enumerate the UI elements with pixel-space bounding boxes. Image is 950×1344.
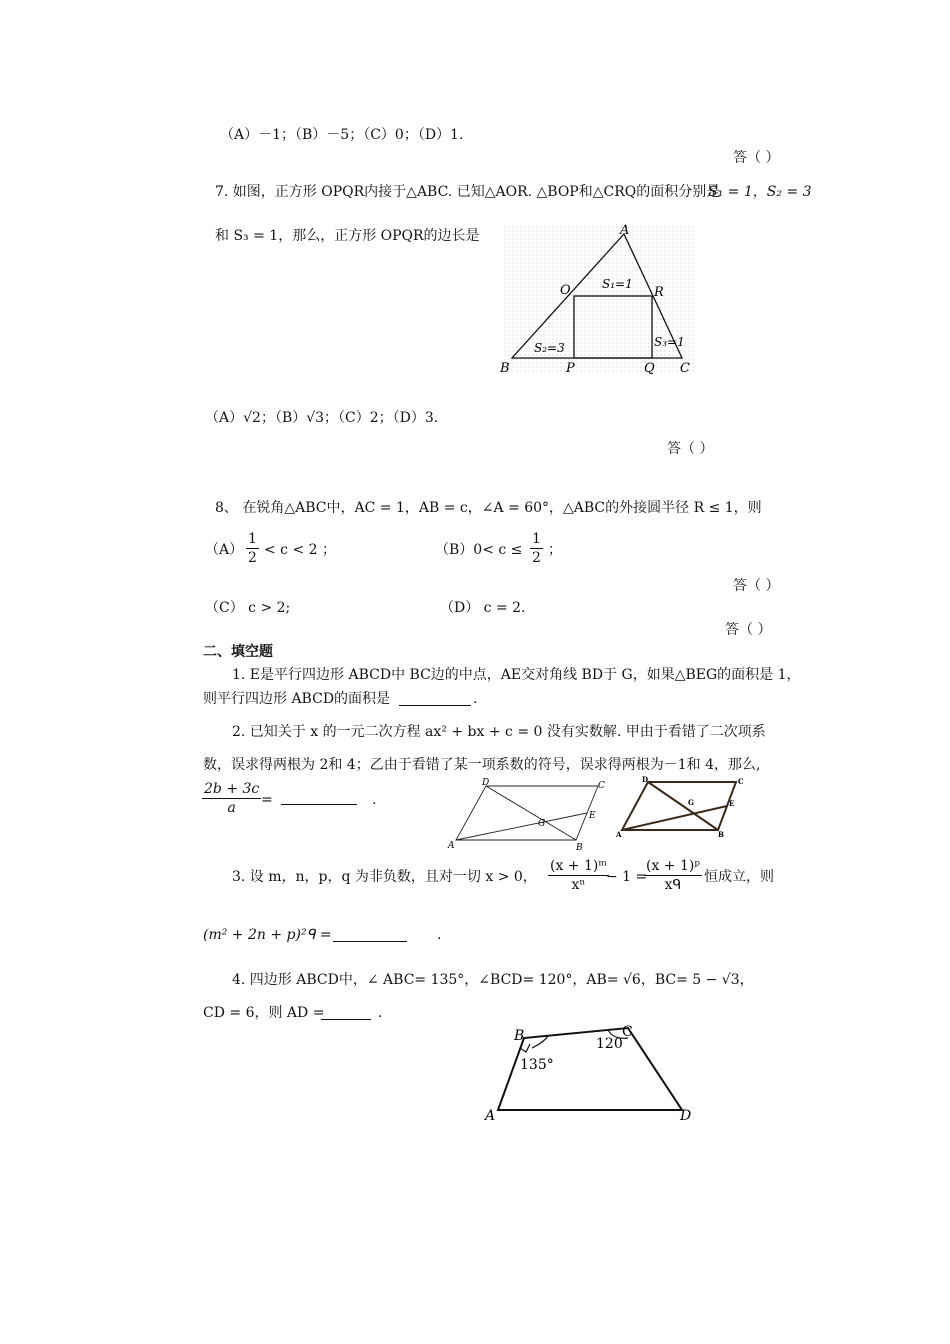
fill3-fraction-1-denominator: xⁿ <box>571 877 586 893</box>
fill3-fraction-1-numerator: (x + 1)ᵐ <box>550 858 607 874</box>
fill3-end: . <box>437 927 442 943</box>
q8-option-a-denominator: 2 <box>248 550 257 566</box>
fill2-end: . <box>372 792 377 808</box>
fill4-line1: 4. 四边形 ABCD中，∠ ABC= 135°，∠BCD= 120°，AB= √6，BC= 5 − √3， <box>232 972 754 988</box>
fig4-angle-b: 135° <box>520 1057 554 1073</box>
fig4-label-d: D <box>680 1108 692 1124</box>
q7-label-b: B <box>500 361 510 376</box>
fig4-angle-c: 120 <box>596 1036 623 1052</box>
q8-option-b-denominator: 2 <box>532 550 541 566</box>
q7-label-c: C <box>680 361 690 376</box>
fill3-expression: (m² + 2n + p)²ᑫ = <box>203 927 332 943</box>
fill1-parallelogram-figure-right <box>616 776 752 838</box>
fill4-quadrilateral-figure <box>482 1022 702 1128</box>
fill2-equals: = <box>261 792 273 808</box>
fill1-line2: 则平行四边形 ABCD的面积是 <box>203 691 391 707</box>
q8-option-c: （C） c > 2; <box>205 600 291 616</box>
q8-option-b-label: （B）0< c ≤ <box>435 542 523 558</box>
q8-option-a-fraction <box>246 530 259 567</box>
fill2-line1: 2. 已知关于 x 的一元二次方程 ax² + bx + c = 0 没有实数解. 甲由于看错了二次项系 <box>232 724 766 740</box>
fig-left-label-a: A <box>448 841 455 851</box>
fill4-line2: CD = 6，则 AD = <box>203 1005 325 1021</box>
fig-left-label-c: C <box>598 781 605 791</box>
fig-left-label-b: B <box>576 843 583 852</box>
fill2-numerator: 2b + 3c <box>204 781 260 797</box>
q8-answer-slot-2: 答（ ） <box>725 622 772 638</box>
q6-answer-slot: 答（ ） <box>733 150 780 166</box>
q7-label-q: Q <box>644 361 655 376</box>
q7-label-s1: S₁=1 <box>602 277 633 291</box>
q7-label-s3: S₃=1 <box>654 335 685 349</box>
fill2-line2: 数，误求得两根为 2和 4；乙由于看错了某一项系数的符号，误求得两根为－1和 4，那么, <box>203 757 761 773</box>
q7-answer-slot: 答（ ） <box>667 441 714 457</box>
fig4-label-b: B <box>514 1028 525 1044</box>
fill2-fraction <box>202 780 261 817</box>
fill3-stem: 3. 设 m，n，p，q 为非负数，且对一切 x > 0， <box>232 869 537 885</box>
fill4-end: . <box>378 1005 383 1021</box>
q7-label-s2: S₂=3 <box>534 341 565 355</box>
fill3-fraction-1 <box>548 857 609 894</box>
q7-stem-line2: 和 S₃ = 1，那么，正方形 OPQR的边长是 <box>215 228 480 244</box>
fig-right-label-g: G <box>688 798 694 807</box>
fill3-answer-blank[interactable] <box>333 923 407 942</box>
fig-right-label-b: B <box>718 830 724 838</box>
q8-option-b-fraction <box>530 530 543 567</box>
fig4-label-c: C <box>622 1024 633 1040</box>
fill1-answer-blank[interactable] <box>399 687 471 706</box>
q8-answer-slot-1: 答（ ） <box>733 578 780 594</box>
q7-label-r: R <box>654 285 664 300</box>
q8-option-b-tail: ； <box>548 542 562 558</box>
q7-label-o: O <box>560 283 571 298</box>
fig-left-label-g: G <box>538 819 546 829</box>
q7-options: （A）√2；（B）√3；（C）2；（D）3. <box>205 410 439 426</box>
q7-triangle-figure <box>500 222 700 378</box>
fill3-middle: − 1 = <box>606 869 648 885</box>
fill1-end: . <box>473 691 478 707</box>
fill1-parallelogram-figure-left <box>446 776 610 852</box>
q7-label-p: P <box>566 361 575 376</box>
fig-right-label-d: D <box>642 776 649 784</box>
q7-label-a: A <box>620 223 630 238</box>
q8-option-a-numerator: 1 <box>248 531 257 547</box>
fill2-answer-blank[interactable] <box>281 786 357 805</box>
fig-right-label-c: C <box>738 777 744 786</box>
q7-stem-areas: S₁ = 1，S₂ = 3 <box>708 184 812 200</box>
q6-options: （A）－1；（B）－5；（C）0；（D）1． <box>220 127 473 143</box>
section-title: 二、填空题 <box>203 644 273 660</box>
fill4-answer-blank[interactable] <box>321 1001 371 1020</box>
fill3-fraction-2 <box>644 857 702 894</box>
fig-right-label-a: A <box>616 830 622 838</box>
fig-right-label-e: E <box>729 799 735 808</box>
q8-option-b-numerator: 1 <box>532 531 541 547</box>
q8-option-a-label: （A） <box>205 542 244 558</box>
fill3-fraction-2-denominator: xᑫ <box>664 877 682 893</box>
fill3-tail: 恒成立，则 <box>704 869 774 885</box>
fig-left-label-d: D <box>482 778 490 788</box>
fig-left-label-e: E <box>589 811 596 821</box>
fill1-line1: 1. E是平行四边形 ABCD中 BC边的中点，AE交对角线 BD于 G，如果△BEG的面积是 1， <box>232 667 801 683</box>
q8-stem: 8、 在锐角△ABC中，AC = 1，AB = c，∠A = 60°，△ABC的外接圆半径 R ≤ 1，则 <box>215 500 762 516</box>
q7-stem-line1: 7. 如图，正方形 OPQR内接于△ABC. 已知△AOR. △BOP和△CRQ的面积分别是 <box>215 184 721 200</box>
fig4-label-a: A <box>485 1108 496 1124</box>
q8-option-d: （D） c = 2. <box>440 600 526 616</box>
fill3-fraction-2-numerator: (x + 1)ᵖ <box>646 858 700 874</box>
fill2-denominator: a <box>227 800 236 816</box>
q8-option-a-tail: < c < 2 ； <box>264 542 337 558</box>
